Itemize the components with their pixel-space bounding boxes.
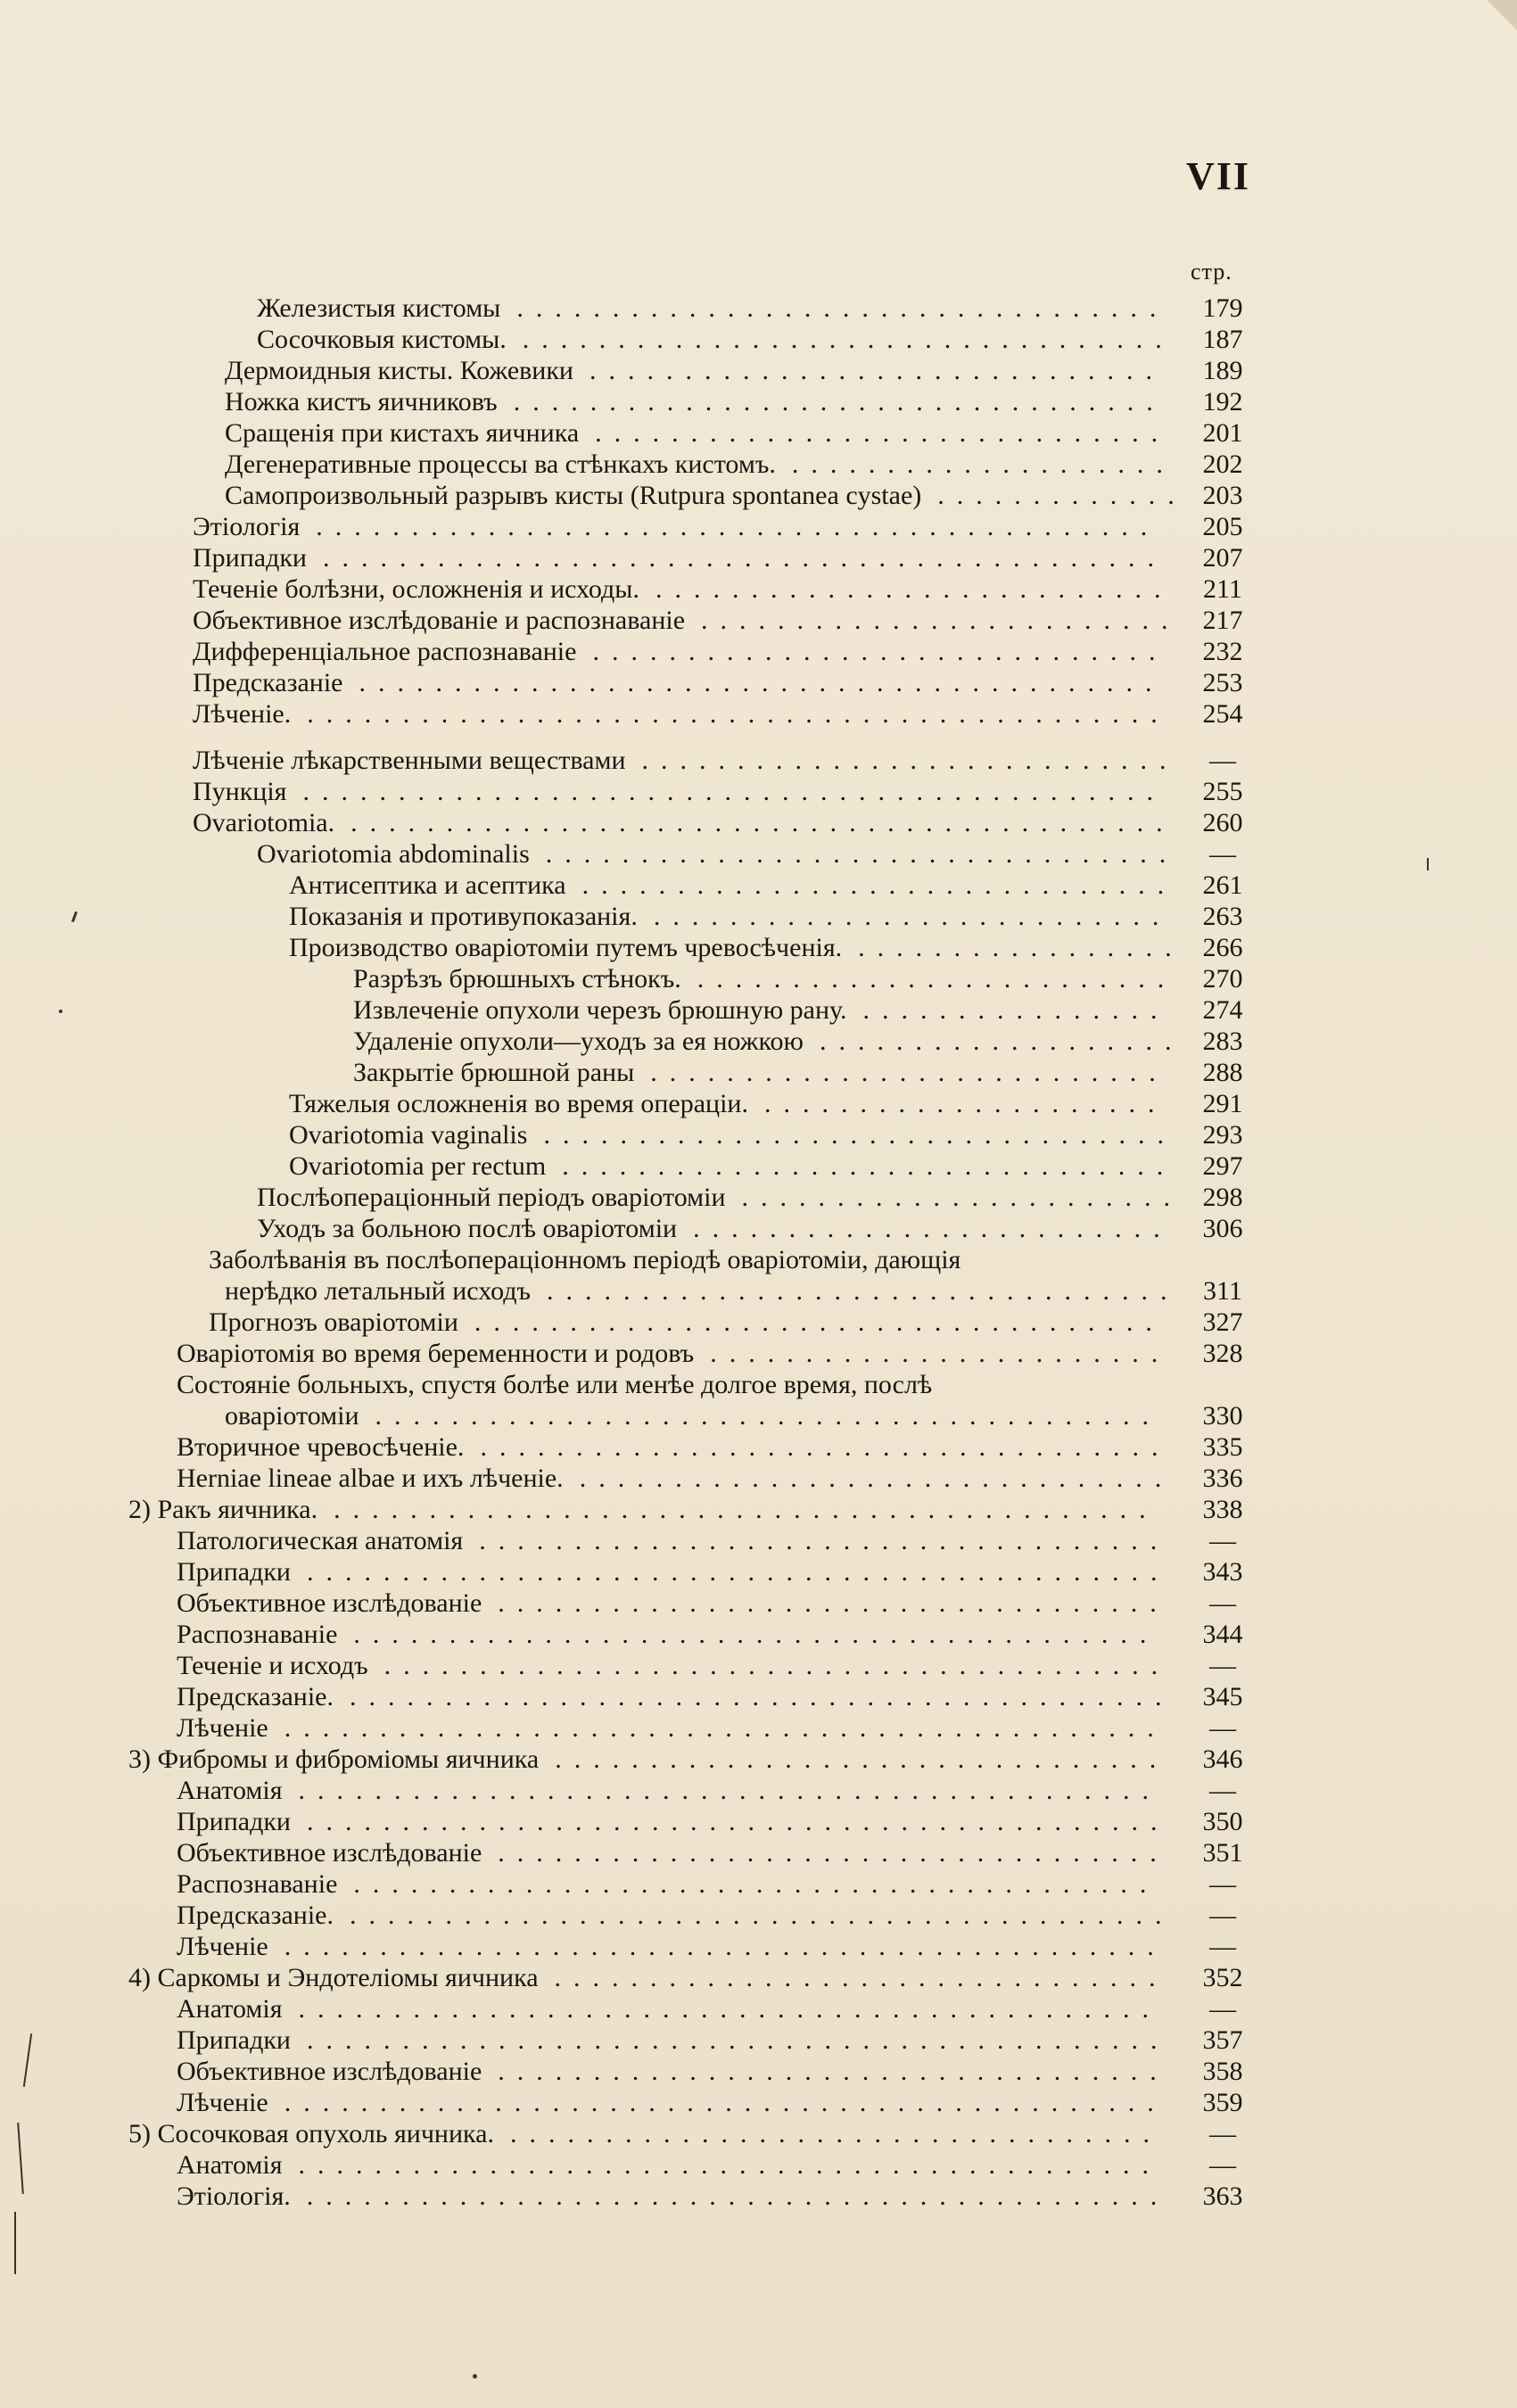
leader-dots: ......................... [697, 964, 1177, 994]
toc-entry [193, 542, 1167, 574]
leader-dots: ................................ [562, 1151, 1176, 1181]
toc-entry [177, 1806, 1170, 1838]
leader-dots: .................................. [513, 387, 1166, 416]
page-number: VII [1186, 154, 1251, 198]
toc-entry-label: Патологическая анатомія [177, 1526, 464, 1555]
leader-dots: ............................... [581, 870, 1177, 900]
leader-dots: .......................................... [353, 1869, 1159, 1899]
toc-entry-label: Удаленіе опухоли—уходъ за ея ножкою [353, 1027, 804, 1056]
toc-entry [177, 1431, 1171, 1464]
toc-entry-label: Ovariotomia. [193, 808, 335, 837]
toc-entry-label: Лѣченіе [177, 1932, 268, 1961]
toc-page-number: 260 [1202, 808, 1243, 837]
toc-page-number: — [1209, 1869, 1236, 1899]
leader-dots: ............................................. [298, 1994, 1162, 2024]
toc-entry-label: Анатомія [177, 1776, 283, 1805]
toc-entry [193, 667, 1165, 699]
toc-entry [289, 870, 1177, 902]
toc-entry [177, 1900, 1175, 1932]
leader-dots: ................................. [546, 1276, 1180, 1306]
leader-dots: .................... [791, 449, 1175, 479]
toc-entry-label: Лѣченіе лѣкарственными веществами [193, 746, 626, 775]
toc-page-number: — [1209, 746, 1236, 775]
toc-entry [289, 1119, 1176, 1151]
toc-page-number: 346 [1202, 1744, 1243, 1774]
toc-page-number: 328 [1202, 1339, 1243, 1368]
leader-dots: ............................................. [307, 699, 1170, 729]
toc-page-number: 205 [1202, 512, 1243, 541]
toc-entry [289, 1088, 1167, 1120]
toc-entry [177, 1837, 1169, 1869]
toc-entry-label: Ovariotomia vaginalis [289, 1120, 528, 1150]
toc-entry-label: Анатомія [177, 2150, 283, 2180]
leader-dots: ....................... [741, 1183, 1183, 1212]
toc-page-number: 187 [1202, 325, 1243, 354]
toc-entry [225, 480, 1187, 512]
toc-page-number: 358 [1202, 2057, 1243, 2086]
toc-entry-label: Предсказаніе [193, 668, 343, 697]
leader-dots: ................................. [543, 1120, 1176, 1150]
toc-entry-label: 3) Фибромы и фиброміомы яичника [128, 1744, 540, 1774]
toc-entry-label: Припадки [177, 2025, 291, 2055]
toc-entry [177, 1587, 1169, 1620]
toc-entry-label: Припадки [177, 1557, 291, 1587]
toc-entry-label: Закрытіе брюшной раны [353, 1058, 635, 1087]
leader-dots: ............................................. [298, 1776, 1162, 1805]
toc-page-number: 217 [1202, 606, 1243, 635]
toc-entry [289, 901, 1172, 933]
leader-dots: .......................................... [353, 1620, 1159, 1649]
toc-entry-label: 2) Ракъ яичника. [128, 1495, 318, 1524]
toc-page-number: 297 [1202, 1151, 1243, 1181]
toc-page-number: 261 [1202, 870, 1243, 900]
toc-entry-label: Дермоидныя кисты. Кожевики [225, 356, 573, 385]
toc-page-number: 351 [1202, 1838, 1243, 1868]
toc-entry-label: Объективное изслѣдованіе и распознаваніе [193, 606, 686, 635]
leader-dots: ............................................. [306, 2025, 1170, 2055]
toc-entry-label: Уходъ за больною послѣ оваріотоміи [257, 1214, 678, 1243]
toc-page-number: 338 [1202, 1495, 1243, 1524]
leader-dots: ............................................ [316, 512, 1160, 541]
toc-entry [353, 1026, 1184, 1058]
leader-dots: ................................... [498, 1838, 1169, 1868]
toc-entry [193, 776, 1166, 808]
toc-entry [177, 1712, 1167, 1744]
toc-page-number: 253 [1202, 668, 1243, 697]
toc-entry [177, 1525, 1170, 1557]
leader-dots: .......................................... [359, 668, 1165, 697]
toc-entry [128, 1744, 1169, 1776]
toc-entry-label: Послѣоперaціонный періодъ оваріотоміи [257, 1183, 726, 1212]
toc-entry [177, 2181, 1170, 2213]
leader-dots: ................................... [498, 1588, 1169, 1618]
toc-entry [289, 1150, 1176, 1183]
toc-page-number: 311 [1203, 1276, 1242, 1306]
toc-entry [193, 636, 1168, 668]
toc-entry-label: Этіологія. [177, 2181, 291, 2211]
toc-entry-label: Ovariotomia abdominalis [257, 839, 530, 869]
toc-entry-label: Железистыя кистомы [257, 293, 501, 323]
toc-page-number: 263 [1202, 902, 1243, 931]
leader-dots: ......................................... [383, 1651, 1171, 1680]
toc-page-number: — [1209, 839, 1236, 869]
leader-dots: ........................... [653, 902, 1172, 931]
toc-entry [193, 698, 1170, 730]
leader-dots: ........................................... [334, 1495, 1158, 1524]
toc-entry [225, 355, 1165, 387]
toc-page-number: 327 [1202, 1307, 1243, 1337]
margin-mark [1427, 858, 1429, 870]
leader-dots: ................................ [555, 1744, 1169, 1774]
toc-entry [209, 1307, 1165, 1339]
toc-entry [177, 2149, 1162, 2181]
leader-dots: ..................... [763, 1089, 1167, 1118]
leader-dots: ............................................. [298, 2150, 1162, 2180]
toc-entry [257, 838, 1179, 870]
leader-dots: .................................. [509, 2119, 1162, 2148]
toc-page-number: — [1209, 2150, 1236, 2180]
toc-page-number: — [1209, 2119, 1236, 2148]
leader-dots: ........................................... [349, 1682, 1175, 1711]
leader-dots: ............................ [641, 746, 1179, 775]
toc-page-number: 343 [1202, 1557, 1243, 1587]
toc-entry-label: Herniae lineae albae и ихъ лѣченіе. [177, 1464, 564, 1493]
toc-entry-label: Производство оваріотоміи путемъ чревосѣченія. [289, 933, 843, 962]
toc-entry-label: оваріотоміи [225, 1401, 359, 1431]
toc-entry-label: Прогнозъ оваріотоміи [209, 1307, 458, 1337]
page-column-header: стр. [1191, 259, 1233, 285]
toc-entry [177, 1556, 1170, 1588]
toc-entry-label: 5) Сосочковая опухоль яичника. [128, 2119, 494, 2148]
toc-page-number: 306 [1202, 1214, 1243, 1243]
toc-page-number: 293 [1202, 1120, 1243, 1150]
toc-page-number: 288 [1202, 1058, 1243, 1087]
toc-entry [257, 1213, 1173, 1245]
toc-entry-label: Антисептика и асептика [289, 870, 566, 900]
leader-dots: ............................................. [306, 1557, 1170, 1587]
toc-entry [177, 2025, 1170, 2057]
leader-dots: ......................................... [375, 1401, 1162, 1431]
leader-dots: .............................................. [284, 1932, 1167, 1961]
margin-mark [473, 2374, 477, 2379]
toc-entry [225, 1275, 1180, 1307]
leader-dots: ............................................. [302, 777, 1166, 806]
toc-entry [193, 511, 1160, 543]
toc-entry [209, 1244, 1156, 1276]
leader-dots: ........................................... [349, 1901, 1175, 1930]
leader-dots: .............................................. [284, 2088, 1167, 2117]
toc-page-number: 363 [1202, 2181, 1243, 2211]
leader-dots: ............................................. [306, 2181, 1170, 2211]
toc-page-number: 179 [1202, 293, 1243, 323]
margin-mark [59, 1010, 62, 1013]
toc-page-number: 266 [1202, 933, 1243, 962]
toc-entry-label: Объективное изслѣдованіе [177, 1838, 482, 1868]
toc-page-number: 270 [1202, 964, 1243, 994]
toc-entry-label: Пункція [193, 777, 287, 806]
margin-mark [23, 2033, 32, 2087]
toc-page-number: 192 [1202, 387, 1243, 416]
toc-entry [353, 963, 1177, 995]
leader-dots: .............................................. [284, 1713, 1167, 1743]
toc-entry-label: Теченіе и исходъ [177, 1651, 368, 1680]
toc-entry-label: Дифференціальное распознаваніе [193, 637, 577, 666]
toc-entry [257, 1182, 1183, 1214]
toc-entry-label: 4) Саркомы и Эндотеліомы яичника [128, 1963, 539, 1992]
leader-dots: .................................. [522, 325, 1175, 354]
toc-page-number: — [1209, 1901, 1236, 1930]
toc-page-number: — [1209, 1526, 1236, 1555]
toc-page-number: 357 [1202, 2025, 1243, 2055]
toc-entry [225, 417, 1171, 449]
toc-entry-label: Лѣченіе [177, 1713, 268, 1743]
margin-mark [17, 2123, 24, 2194]
leader-dots: .............................. [589, 356, 1165, 385]
toc-entry [353, 994, 1170, 1027]
toc-entry [193, 573, 1174, 606]
toc-entry [177, 1931, 1167, 1963]
leader-dots: ............. [937, 481, 1187, 510]
toc-entry-label: Извлеченіе опухоли черезъ брюшную рану. [353, 995, 847, 1025]
leader-dots: ........................ [710, 1339, 1171, 1368]
toc-entry-label: Этіологія [193, 512, 301, 541]
toc-page-number: 350 [1202, 1807, 1243, 1836]
margin-mark [71, 911, 78, 922]
toc-entry-label: Распознаваніе [177, 1620, 338, 1649]
toc-entry-label: Сосочковыя кистомы. [257, 325, 507, 354]
toc-entry-label: Объективное изслѣдованіе [177, 1588, 482, 1618]
toc-page-number: — [1209, 1588, 1236, 1618]
toc-page-number: 189 [1202, 356, 1243, 385]
toc-page-number: 291 [1202, 1089, 1243, 1118]
toc-entry [193, 745, 1179, 777]
toc-entry [177, 1868, 1159, 1901]
leader-dots: ................................... [498, 2057, 1169, 2086]
leader-dots: .................................. [516, 293, 1169, 323]
toc-entry-label: Разрѣзъ брюшныхъ стѣнокъ. [353, 964, 681, 994]
toc-entry-label: Сращенія при кистахъ яичника [225, 418, 580, 448]
toc-page-number: 232 [1202, 637, 1243, 666]
toc-page-number: 345 [1202, 1682, 1243, 1711]
toc-page-number: 298 [1202, 1183, 1243, 1212]
margin-mark [14, 2212, 16, 2274]
toc-page-number: 211 [1203, 574, 1242, 604]
leader-dots: ............................................ [322, 543, 1167, 573]
toc-entry-label: Заболѣванія въ послѣопераціонномъ періодѣ оваріотоміи, дающія [209, 1245, 961, 1274]
leader-dots: .................................... [474, 1307, 1165, 1337]
toc-entry [177, 1993, 1162, 2025]
toc-page-number: 255 [1202, 777, 1243, 806]
toc-entry [177, 1775, 1162, 1807]
leader-dots: .................................... [479, 1526, 1170, 1555]
toc-page-number: — [1209, 1713, 1236, 1743]
page-corner-fold [1487, 0, 1517, 30]
toc-page-number: 202 [1202, 449, 1243, 479]
toc-entry-label: Ovariotomia per rectum [289, 1151, 547, 1181]
toc-entry-label: Тяжелыя осложненія во время операціи. [289, 1089, 748, 1118]
toc-entry [225, 449, 1175, 481]
toc-page-number: 283 [1202, 1027, 1243, 1056]
toc-entry-label: Предсказаніе. [177, 1682, 334, 1711]
toc-entry-label: Припадки [193, 543, 307, 573]
toc-entry [128, 2118, 1162, 2150]
leader-dots: ................. [858, 933, 1184, 962]
toc-page-number: — [1209, 1776, 1236, 1805]
toc-entry [257, 324, 1175, 356]
toc-entry-label: Теченіе болѣзни, осложненія и исходы. [193, 574, 639, 604]
leader-dots: ................ [862, 995, 1170, 1025]
toc-entry [289, 932, 1184, 964]
toc-entry [177, 2056, 1169, 2088]
toc-entry [177, 1681, 1175, 1713]
toc-entry [177, 2087, 1167, 2119]
leader-dots: .............................. [592, 637, 1168, 666]
toc-page-number: 254 [1202, 699, 1243, 729]
leader-dots: ........................................... [350, 808, 1175, 837]
toc-page-number: 344 [1202, 1620, 1243, 1649]
toc-entry-label: Ножка кистъ яичниковъ [225, 387, 498, 416]
leader-dots: .............................. [595, 418, 1171, 448]
toc-entry-label: Оваріотомія во время беременности и родовъ [177, 1339, 695, 1368]
toc-entry [128, 1494, 1156, 1526]
toc-page-number: — [1209, 1994, 1236, 2024]
toc-entry-label: Объективное изслѣдованіе [177, 2057, 482, 2086]
leader-dots: .................................... [480, 1432, 1171, 1462]
toc-page-number: 207 [1202, 543, 1243, 573]
leader-dots: ............................................. [306, 1807, 1170, 1836]
toc-page-number: 201 [1202, 418, 1243, 448]
toc-entry [353, 1057, 1168, 1089]
toc-entry-label: Распознаваніе [177, 1869, 338, 1899]
toc-page-number: — [1209, 1932, 1236, 1961]
toc-entry [177, 1463, 1175, 1495]
toc-entry-label: Состояніе больныхъ, спустя болѣе или менѣе долгое время, послѣ [177, 1370, 933, 1399]
toc-page-number: 336 [1202, 1464, 1243, 1493]
toc-entry-label: Анатомія [177, 1994, 283, 2024]
toc-entry [225, 1400, 1162, 1432]
leader-dots: ................... [819, 1027, 1184, 1056]
toc-entry-label: Вторичное чревосѣченіе. [177, 1432, 465, 1462]
leader-dots: ................................. [545, 839, 1179, 869]
leader-dots: ......................... [693, 1214, 1173, 1243]
leader-dots: ................................ [554, 1963, 1168, 1992]
toc-entry [177, 1338, 1171, 1370]
toc-page-number: 335 [1202, 1432, 1243, 1462]
leader-dots: ........................... [655, 574, 1174, 604]
toc-entry-label: Лѣченіе. [193, 699, 292, 729]
toc-entry [193, 605, 1181, 637]
toc-page-number: 352 [1202, 1963, 1243, 1992]
toc-entry-label: Дегенеративные процессы ва стѣнкахъ кистомъ. [225, 449, 776, 479]
toc-entry [177, 1650, 1171, 1682]
toc-page-number: 359 [1202, 2088, 1243, 2117]
leader-dots: ............................... [579, 1464, 1175, 1493]
leader-dots: ........................... [650, 1058, 1168, 1087]
toc-entry-label: нерѣдко летальный исходъ [225, 1276, 531, 1306]
toc-entry [128, 1962, 1168, 1994]
toc-entry-label: Припадки [177, 1807, 291, 1836]
toc-page-number: — [1209, 1651, 1236, 1680]
leader-dots: ......................... [701, 606, 1181, 635]
toc-entry-label: Показанія и противупоказанія. [289, 902, 638, 931]
toc-page-number: 330 [1202, 1401, 1243, 1431]
toc-page-number: 274 [1202, 995, 1243, 1025]
toc-entry-label: Предсказаніе. [177, 1901, 334, 1930]
toc-entry-label: Самопроизвольный разрывъ кисты (Rutpura spontanea cystae) [225, 481, 922, 510]
toc-entry [193, 807, 1175, 839]
toc-entry [177, 1369, 1156, 1401]
toc-entry [225, 386, 1166, 418]
toc-entry [257, 293, 1169, 325]
toc-entry-label: Лѣченіе [177, 2088, 268, 2117]
toc-entry [177, 1619, 1159, 1651]
toc-page-number: 203 [1202, 481, 1243, 510]
